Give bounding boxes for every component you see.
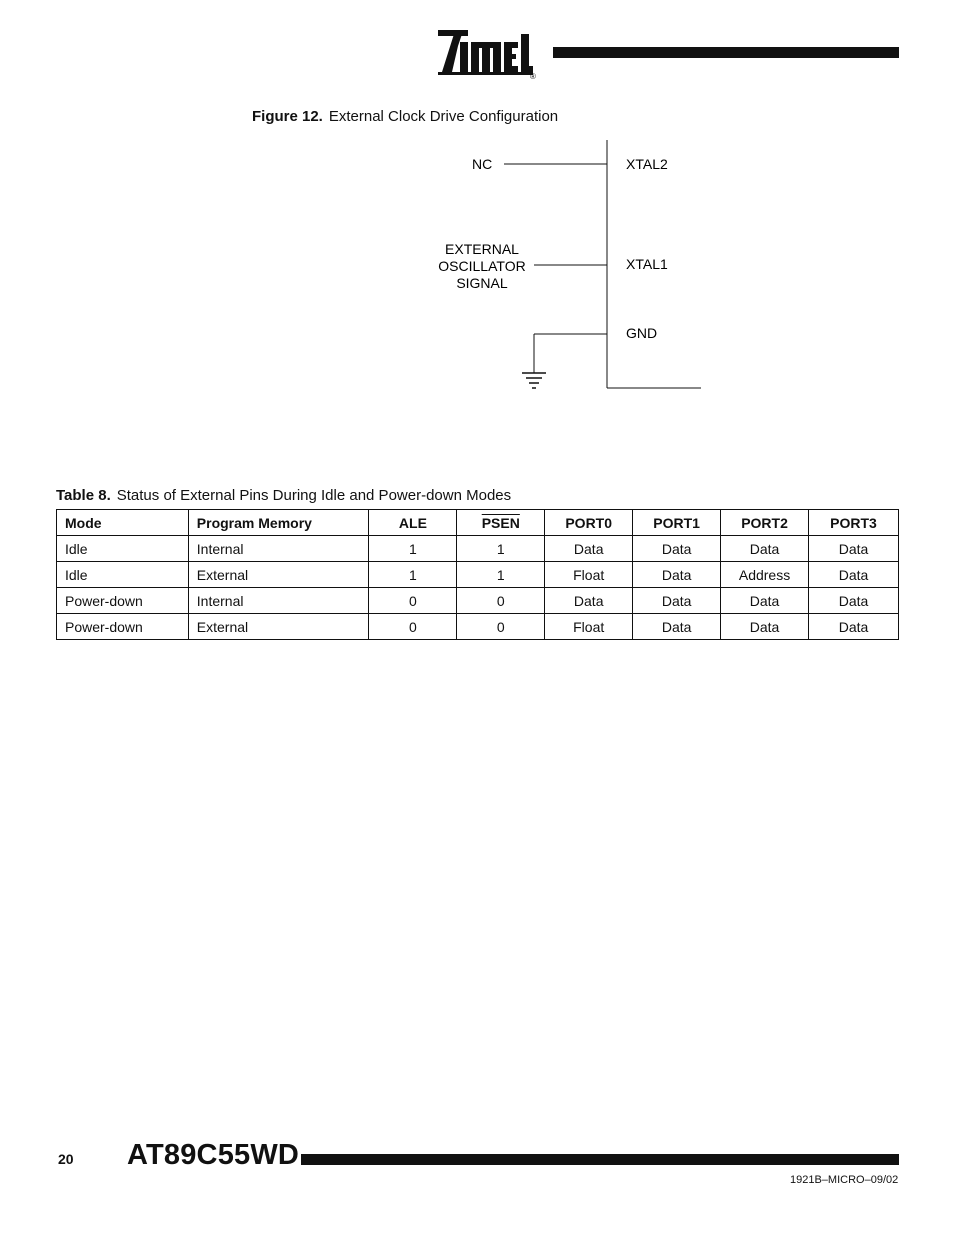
figure-label: Figure 12. bbox=[252, 108, 323, 125]
cell-port3: Data bbox=[809, 588, 899, 614]
pin-label-xtal2: XTAL2 bbox=[626, 156, 668, 172]
cell-port0: Float bbox=[545, 562, 633, 588]
cell-port0: Data bbox=[545, 536, 633, 562]
table-row bbox=[57, 536, 899, 562]
table-row bbox=[57, 588, 899, 614]
figure-title: External Clock Drive Configuration bbox=[328, 108, 559, 125]
page-number: 20 bbox=[58, 1151, 74, 1167]
cell-port1: Data bbox=[633, 614, 721, 640]
pin-label-gnd: GND bbox=[626, 325, 658, 341]
cell-port0: Float bbox=[545, 614, 633, 640]
table-row bbox=[57, 562, 899, 588]
cell-port2: Data bbox=[721, 614, 809, 640]
cell-program-memory: External bbox=[188, 562, 369, 588]
cell-mode: Idle bbox=[57, 562, 189, 588]
cell-mode: Idle bbox=[57, 536, 189, 562]
cell-port3: Data bbox=[809, 536, 899, 562]
table-title: Status of External Pins During Idle and Power-down Modes bbox=[116, 487, 512, 504]
figure-caption bbox=[252, 108, 558, 125]
cell-ale: 0 bbox=[369, 614, 457, 640]
table-caption bbox=[56, 487, 511, 504]
table-header-row bbox=[57, 510, 899, 536]
header-rule bbox=[553, 47, 899, 58]
pin-label-nc: NC bbox=[472, 156, 493, 172]
cell-port3: Data bbox=[809, 562, 899, 588]
header-port0: PORT0 bbox=[545, 510, 633, 536]
cell-port2: Data bbox=[721, 588, 809, 614]
table-label: Table 8. bbox=[56, 487, 111, 504]
cell-port1: Data bbox=[633, 562, 721, 588]
header-port3: PORT3 bbox=[809, 510, 899, 536]
cell-ale: 0 bbox=[369, 588, 457, 614]
cell-program-memory: Internal bbox=[188, 588, 369, 614]
pin-label-xtal1: XTAL1 bbox=[626, 256, 668, 272]
cell-ale: 1 bbox=[369, 536, 457, 562]
header-port1: PORT1 bbox=[633, 510, 721, 536]
header-port2: PORT2 bbox=[721, 510, 809, 536]
cell-port2: Data bbox=[721, 536, 809, 562]
atmel-logo bbox=[438, 28, 540, 80]
header-psen: PSEN bbox=[457, 510, 545, 536]
part-name: AT89C55WD bbox=[127, 1139, 300, 1171]
atmel-logo-graphic bbox=[438, 28, 540, 80]
clock-drive-diagram bbox=[420, 130, 720, 400]
cell-psen: 0 bbox=[457, 614, 545, 640]
cell-port3: Data bbox=[809, 614, 899, 640]
cell-ale: 1 bbox=[369, 562, 457, 588]
cell-psen: 1 bbox=[457, 536, 545, 562]
header-mode: Mode bbox=[57, 510, 189, 536]
cell-mode: Power-down bbox=[57, 588, 189, 614]
cell-port2: Address bbox=[721, 562, 809, 588]
header-ale: ALE bbox=[369, 510, 457, 536]
cell-mode: Power-down bbox=[57, 614, 189, 640]
ground-symbol-icon bbox=[522, 373, 546, 388]
cell-port1: Data bbox=[633, 588, 721, 614]
osc-label-line1: EXTERNAL bbox=[445, 241, 519, 257]
osc-label-line2: OSCILLATOR bbox=[438, 258, 526, 274]
document-code: 1921B–MICRO–09/02 bbox=[790, 1174, 899, 1186]
cell-psen: 1 bbox=[457, 562, 545, 588]
cell-program-memory: Internal bbox=[188, 536, 369, 562]
cell-psen: 0 bbox=[457, 588, 545, 614]
cell-port1: Data bbox=[633, 536, 721, 562]
table-row bbox=[57, 614, 899, 640]
pin-status-table bbox=[56, 509, 899, 640]
footer-rule bbox=[301, 1154, 899, 1165]
cell-program-memory: External bbox=[188, 614, 369, 640]
cell-port0: Data bbox=[545, 588, 633, 614]
registered-mark: ® bbox=[530, 72, 536, 80]
osc-label-line3: SIGNAL bbox=[456, 275, 508, 291]
header-program-memory: Program Memory bbox=[188, 510, 369, 536]
